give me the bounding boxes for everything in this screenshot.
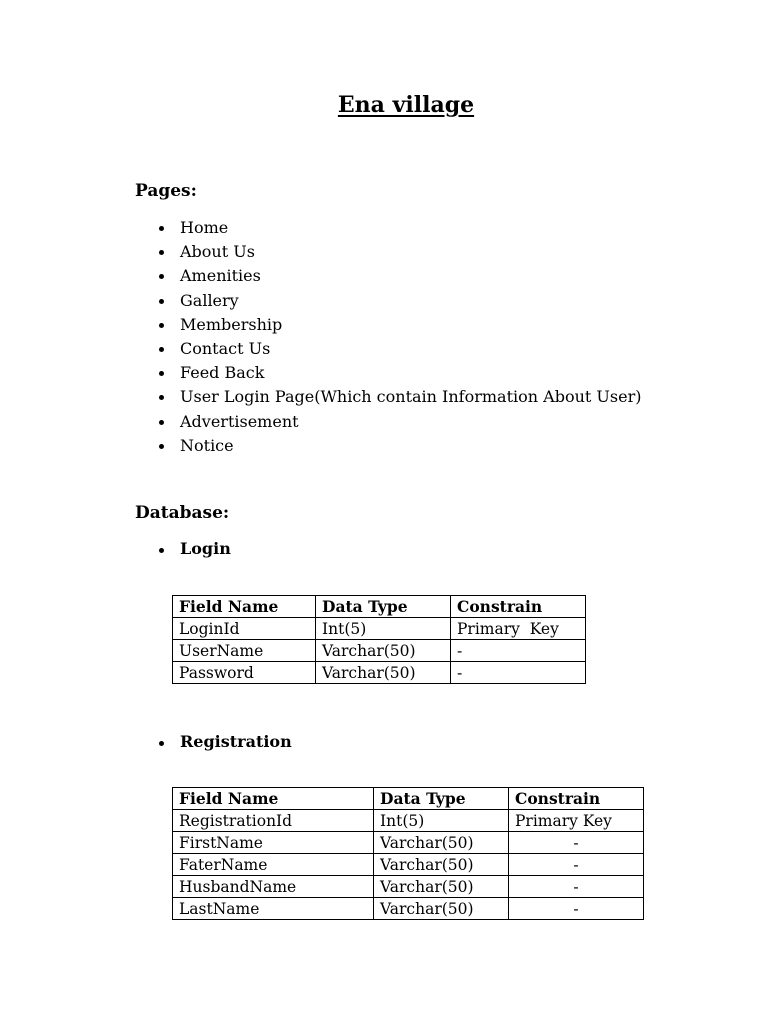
table-row: [173, 898, 644, 920]
page-item-gallery: Gallery: [180, 289, 641, 313]
page-item-advertisement: Advertisement: [180, 410, 641, 434]
page-item-about-us: About Us: [180, 240, 641, 264]
login-section-label: Login: [180, 539, 231, 558]
table-header-cell: Constrain: [451, 596, 586, 618]
table-row: [173, 618, 586, 640]
table-cell: Int(5): [316, 618, 451, 640]
table-cell: Varchar(50): [374, 876, 509, 898]
table-cell: Password: [173, 662, 316, 684]
table-header-cell: Field Name: [173, 788, 374, 810]
table-cell: -: [451, 662, 586, 684]
table-cell: LastName: [173, 898, 374, 920]
table-cell: -: [509, 898, 644, 920]
table-cell: Varchar(50): [316, 640, 451, 662]
table-cell: FirstName: [173, 832, 374, 854]
registration-table: [172, 787, 644, 920]
table-row: [173, 640, 586, 662]
table-cell: Primary Key: [509, 810, 644, 832]
table-row: [173, 832, 644, 854]
table-header-cell: Data Type: [374, 788, 509, 810]
table-header-row: [173, 788, 644, 810]
table-cell: HusbandName: [173, 876, 374, 898]
table-row: [173, 876, 644, 898]
table-cell: Int(5): [374, 810, 509, 832]
table-cell: Primary Key: [451, 618, 586, 640]
pages-heading: Pages:: [135, 181, 197, 201]
table-cell: Varchar(50): [374, 898, 509, 920]
table-cell: -: [509, 876, 644, 898]
page-item-amenities: Amenities: [180, 264, 641, 288]
table-header-cell: Constrain: [509, 788, 644, 810]
table-header-cell: Data Type: [316, 596, 451, 618]
table-cell: FaterName: [173, 854, 374, 876]
table-row: [173, 854, 644, 876]
table-cell: -: [509, 854, 644, 876]
table-row: [173, 810, 644, 832]
pages-list: [180, 216, 641, 458]
table-cell: LoginId: [173, 618, 316, 640]
table-row: [173, 662, 586, 684]
table-cell: Varchar(50): [374, 832, 509, 854]
table-cell: Varchar(50): [374, 854, 509, 876]
document-title: Ena village: [337, 92, 475, 118]
table-cell: -: [451, 640, 586, 662]
table-cell: -: [509, 832, 644, 854]
table-cell: RegistrationId: [173, 810, 374, 832]
table-cell: Varchar(50): [316, 662, 451, 684]
page-item-notice: Notice: [180, 434, 641, 458]
page-item-membership: Membership: [180, 313, 641, 337]
table-cell: UserName: [173, 640, 316, 662]
table-header-row: [173, 596, 586, 618]
login-table: [172, 595, 586, 684]
registration-section-label: Registration: [180, 732, 292, 751]
page-item-user-login: User Login Page(Which contain Information About User): [180, 385, 641, 409]
table-header-cell: Field Name: [173, 596, 316, 618]
page-item-home: Home: [180, 216, 641, 240]
page-item-contact-us: Contact Us: [180, 337, 641, 361]
database-heading: Database:: [135, 503, 230, 523]
page-item-feed-back: Feed Back: [180, 361, 641, 385]
